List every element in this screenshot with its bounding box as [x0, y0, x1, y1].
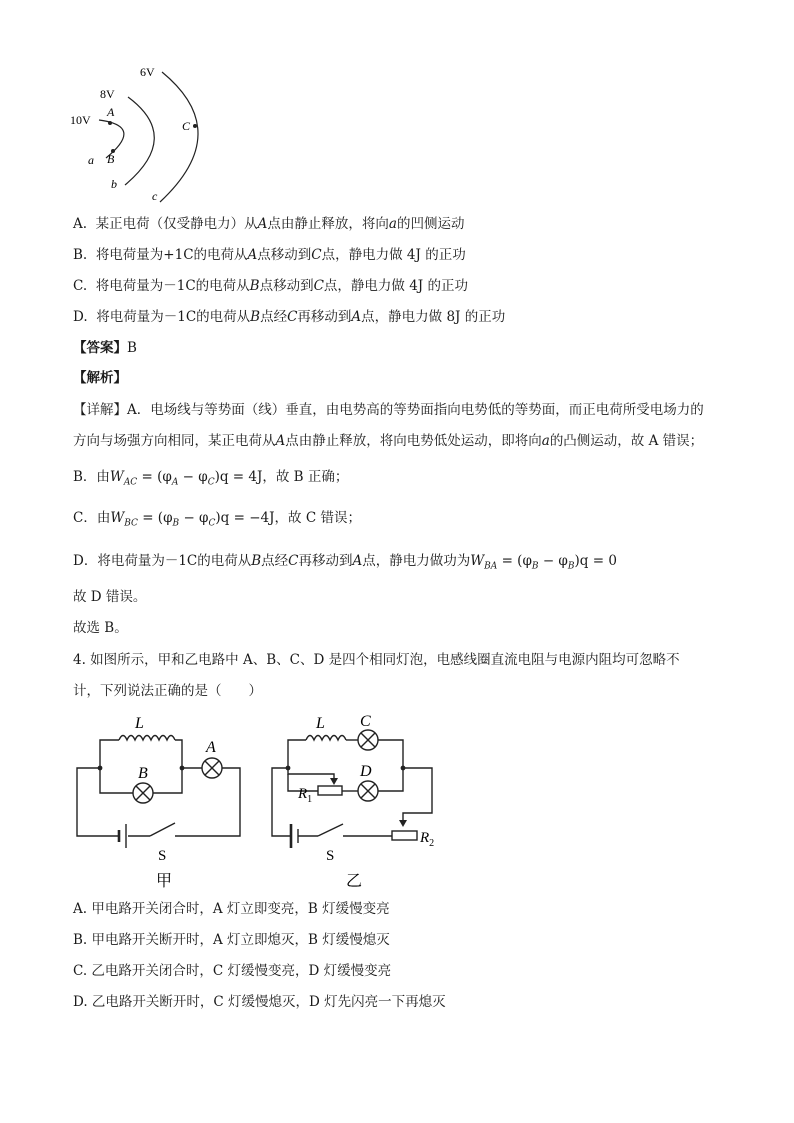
label-d-lamp: D [360, 763, 372, 780]
label-b-lamp: B [138, 765, 148, 782]
detail-d-conclusion: 故 D 错误。 [73, 589, 147, 605]
junction-dot [180, 766, 185, 771]
answer-line: 【答案】B [73, 340, 137, 356]
junction-dot [401, 766, 406, 771]
junction-dot [286, 766, 291, 771]
label-6v: 6V [140, 65, 155, 79]
label-yi: 乙 [346, 873, 363, 890]
q3-option-a: A. 某正电荷（仅受静电力）从A点由静止释放，将向a的凹侧运动 [73, 216, 465, 232]
circuit-figure [70, 708, 450, 893]
detail-line-2: 方向与场强方向相同，某正电荷从A点由静止释放，将向电势低处运动，即将向a的凸侧运动，故 A 错误； [73, 433, 704, 449]
q4-option-d: D. 乙电路开关断开时，C 灯缓慢熄灭，D 灯先闪亮一下再熄灭 [73, 994, 446, 1010]
analysis-heading: 【解析】 [73, 370, 127, 386]
q3-option-c: C. 将电荷量为－1C的电荷从B点移动到C点，静电力做 4J 的正功 [73, 278, 469, 294]
detail-line-1: 【详解】A．电场线与等势面（线）垂直，由电势高的等势面指向电势低的等势面，而正电荷所受电场力的 [73, 402, 704, 418]
label-r1: $R_1$ [298, 786, 313, 805]
label-point-b: B [107, 152, 115, 166]
equipotential-figure [70, 62, 220, 204]
label-8v: 8V [100, 87, 115, 101]
detail-b-line: B．由$W_{AC} = (\varphi_A - \varphi_C)q = 4J$，故 B 正确； [73, 469, 349, 488]
detail-final: 故选 B。 [73, 620, 128, 636]
q4-option-b: B. 甲电路开关断开时，A 灯立即熄灭，B 灯缓慢熄灭 [73, 932, 390, 948]
label-point-c: C [182, 119, 191, 133]
label-curve-c: c [152, 189, 158, 203]
label-10v: 10V [70, 113, 91, 127]
q4-stem-line-1: 4. 如图所示，甲和乙电路中 A、B、C、D 是四个相同灯泡，电感线圈直流电阻与电源内阻均可忽略不 [73, 652, 680, 668]
label-point-a: A [107, 105, 115, 119]
label-c-lamp: C [360, 713, 371, 730]
label-s-yi: S [326, 848, 335, 864]
detail-c-line: C．由$W_{BC} = (\varphi_B - \varphi_C)q = -4J$，故 C 错误； [73, 510, 361, 529]
label-a-lamp: A [206, 739, 216, 756]
junction-dot [98, 766, 103, 771]
label-curve-a: a [88, 153, 94, 167]
label-jia: 甲 [156, 873, 173, 890]
label-s-jia: S [158, 848, 167, 864]
q3-option-b: B. 将电荷量为+1C的电荷从A点移动到C点，静电力做 4J 的正功 [73, 247, 466, 263]
label-l-jia: L [135, 715, 144, 732]
detail-d-line: D．将电荷量为－1C的电荷从B点经C再移动到A点，静电力做功为$W_{BA} = (\varphi_B - \varphi_B)q = 0$ [73, 553, 617, 572]
q4-stem-line-2: 计，下列说法正确的是（ ） [73, 683, 262, 699]
q4-option-a: A. 甲电路开关闭合时，A 灯立即变亮，B 灯缓慢变亮 [73, 901, 390, 917]
label-r2: $R_2$ [420, 830, 435, 849]
label-l-yi: L [316, 715, 325, 732]
label-curve-b: b [111, 177, 117, 191]
circuit-yi [272, 730, 435, 849]
q4-option-c: C. 乙电路开关闭合时，C 灯缓慢变亮，D 灯缓慢变亮 [73, 963, 392, 979]
q3-option-d: D. 将电荷量为－1C的电荷从B点经C再移动到A点，静电力做 8J 的正功 [73, 309, 506, 325]
